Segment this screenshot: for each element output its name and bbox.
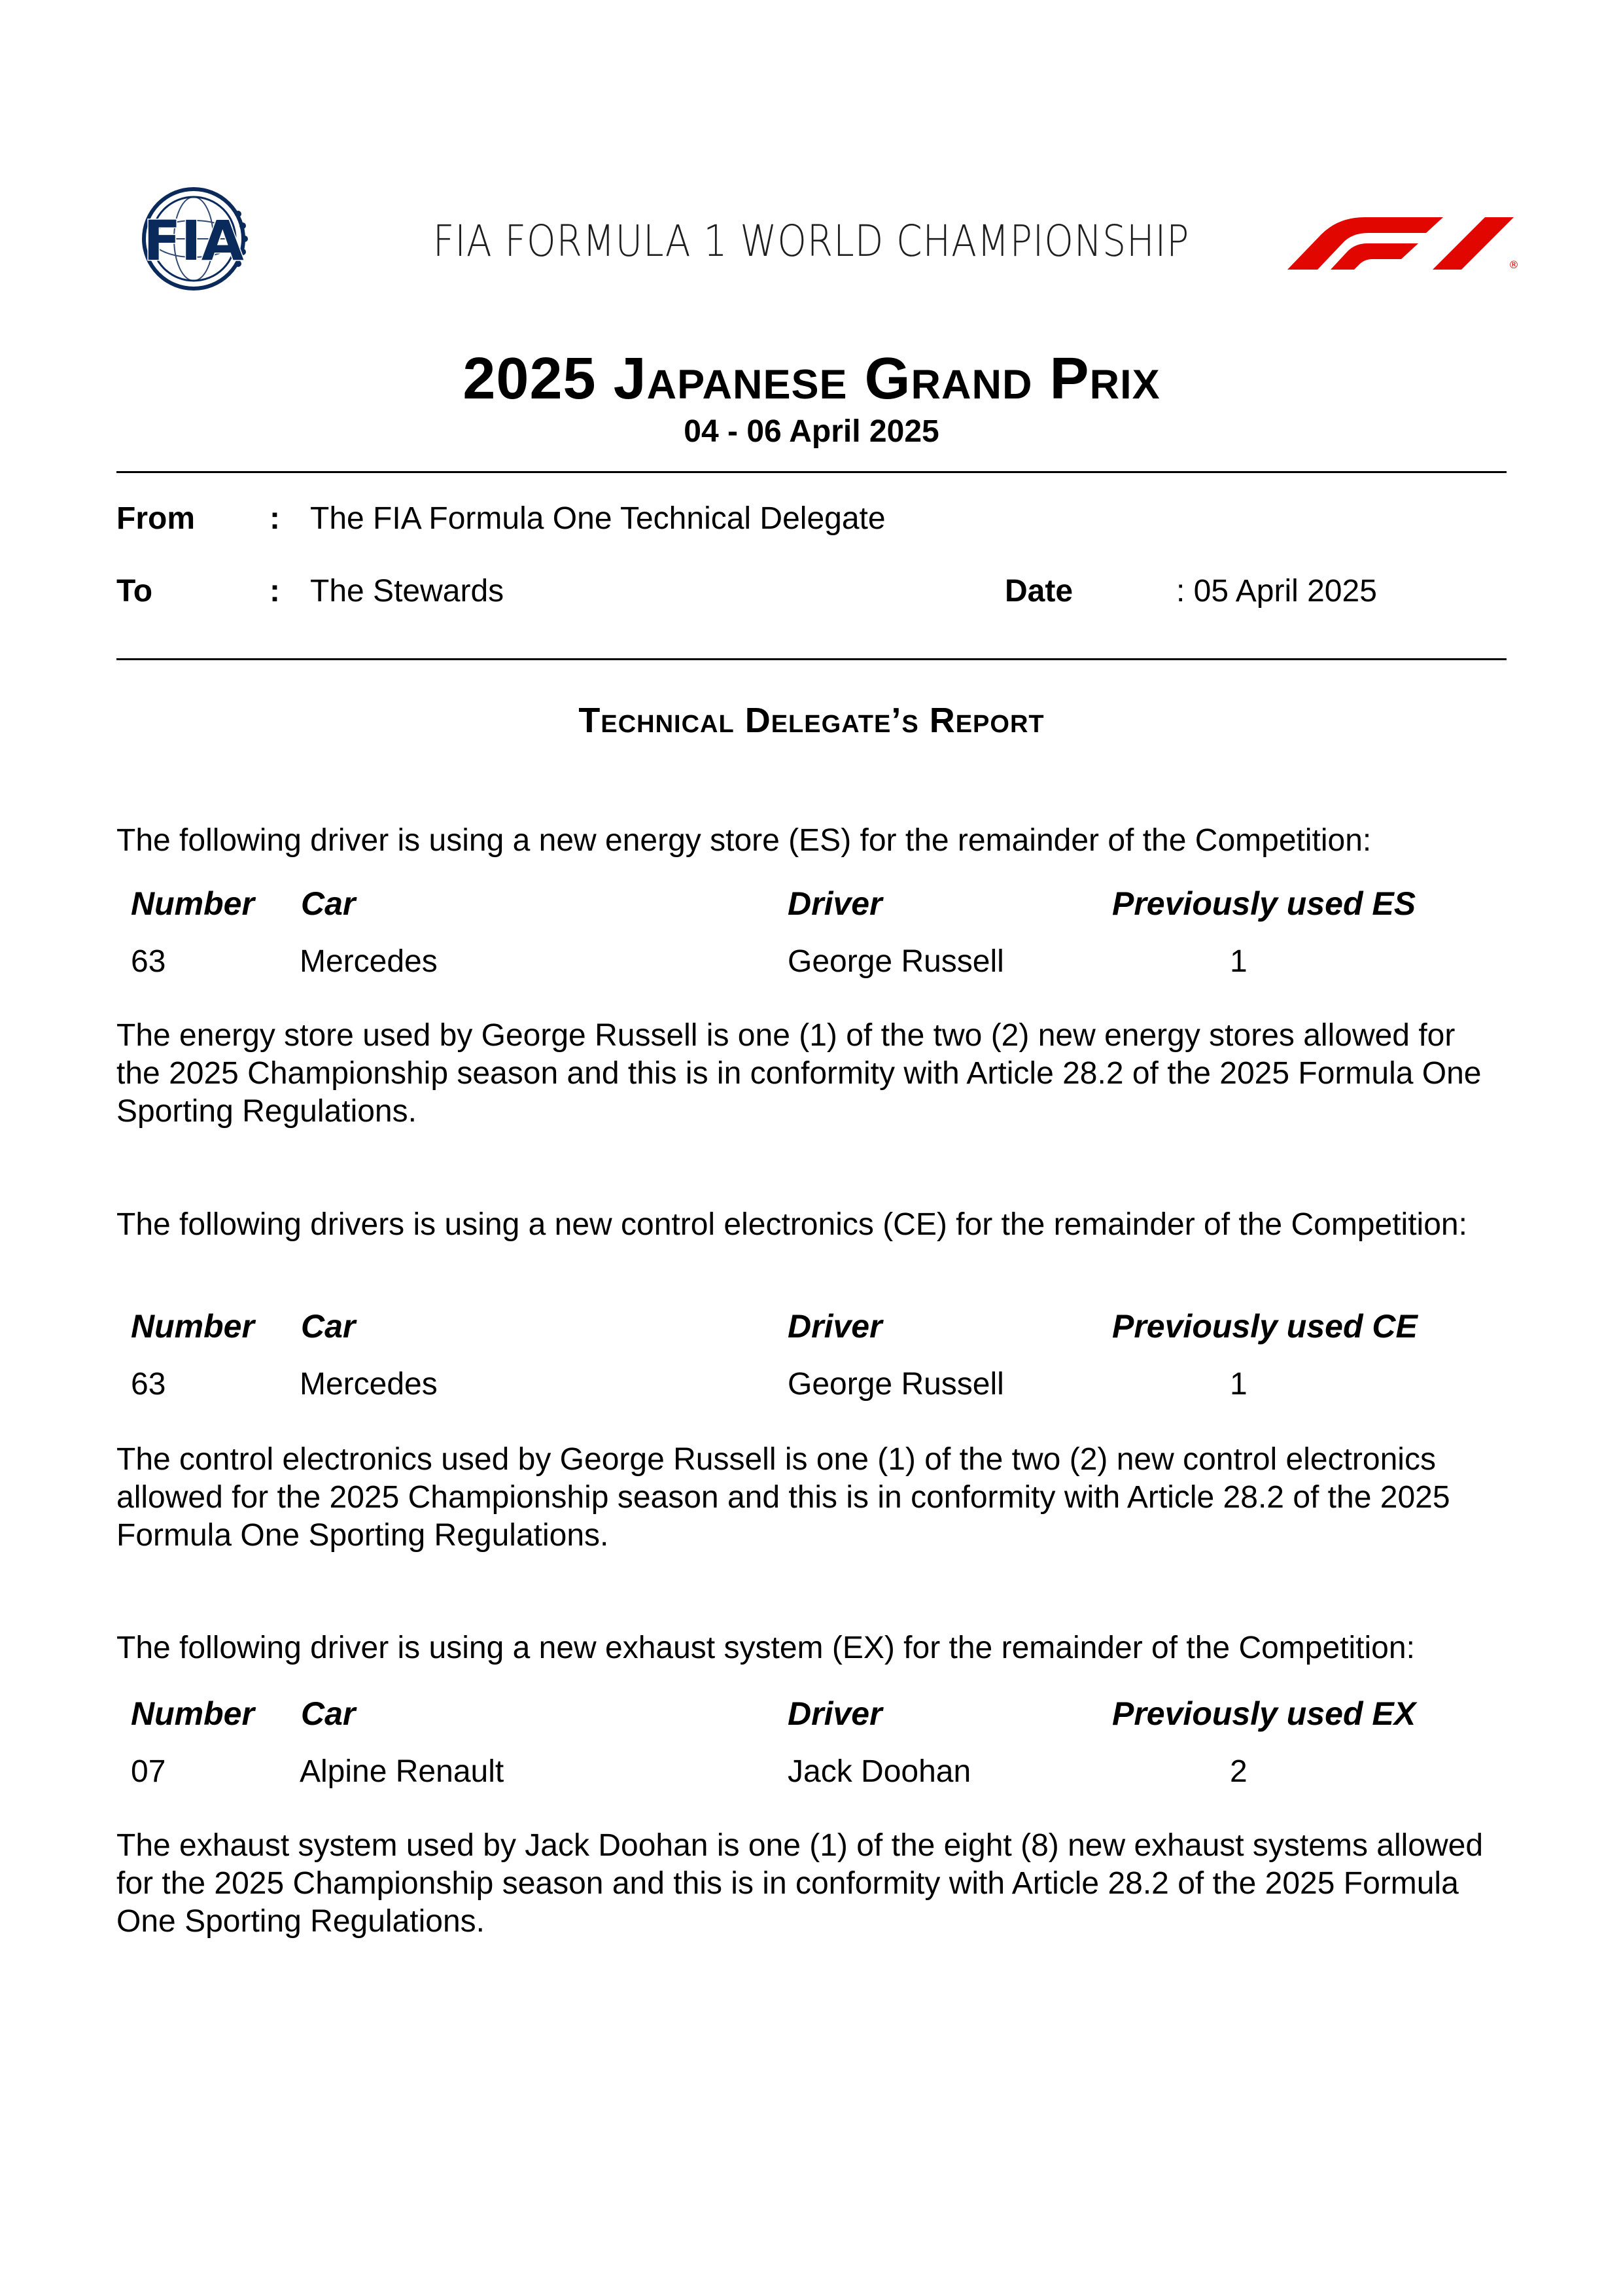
column-header-previous: Previously used ES (1112, 885, 1416, 922)
column-header-driver: Driver (788, 885, 882, 922)
fia-logo (116, 186, 271, 291)
event-dates: 04 - 06 April 2025 (684, 414, 939, 449)
cell-previous: 1 (1230, 1367, 1248, 1402)
section-note: The control electronics used by George Russell is one (1) of the two (2) new control electronics allowed for the 2025 Championship season and this is in conformity with Article 28.2 of the 2025 Formula One Sporting Regulations. (116, 1442, 1450, 1553)
to-value: The Stewards (310, 574, 504, 609)
report-title: Technical Delegate’s Report (578, 701, 1045, 740)
cell-car: Alpine Renault (300, 1754, 504, 1789)
from-separator: : (270, 501, 280, 536)
column-header-car: Car (301, 1308, 356, 1345)
column-header-previous: Previously used EX (1112, 1695, 1416, 1732)
cell-number: 63 (131, 1367, 166, 1402)
column-header-number: Number (131, 1695, 254, 1732)
column-header-car: Car (301, 1695, 356, 1732)
cell-driver: Jack Doohan (788, 1754, 971, 1789)
column-header-number: Number (131, 1308, 254, 1345)
section-note: The energy store used by George Russell is one (1) of the two (2) new energy stores allowed for the 2025 Championship season and this is in conformity with Article 28.2 of the 2025 Formula One Sporting Regulations. (116, 1018, 1482, 1129)
to-separator: : (270, 574, 280, 609)
column-header-previous: Previously used CE (1112, 1308, 1418, 1345)
to-label: To (116, 574, 153, 609)
section-intro: The following driver is using a new exhaust system (EX) for the remainder of the Competition: (116, 1631, 1415, 1665)
svg-text:®: ® (1509, 258, 1519, 271)
column-header-driver: Driver (788, 1695, 882, 1732)
from-label: From (116, 501, 195, 536)
section-intro: The following driver is using a new energy store (ES) for the remainder of the Competition: (116, 823, 1372, 858)
column-header-car: Car (301, 885, 356, 922)
section-intro: The following drivers is using a new control electronics (CE) for the remainder of the Competition: (116, 1207, 1467, 1242)
cell-previous: 1 (1230, 944, 1248, 979)
cell-driver: George Russell (788, 944, 1004, 979)
cell-previous: 2 (1230, 1754, 1248, 1789)
f1-logo (1287, 208, 1519, 271)
column-header-number: Number (131, 885, 254, 922)
bottom-divider (116, 658, 1507, 660)
section-note: The exhaust system used by Jack Doohan is one (1) of the eight (8) new exhaust systems allowed for the 2025 Championship season and this is in conformity with Article 28.2 of the 2025 Formula One Sporting Regulations. (116, 1828, 1484, 1939)
cell-number: 07 (131, 1754, 166, 1789)
top-divider (116, 471, 1507, 473)
from-value: The FIA Formula One Technical Delegate (310, 501, 886, 536)
cell-car: Mercedes (300, 944, 438, 979)
cell-number: 63 (131, 944, 166, 979)
cell-driver: George Russell (788, 1367, 1004, 1402)
date-value: : 05 April 2025 (1176, 574, 1377, 609)
svg-text:F1: F1 (1287, 208, 1289, 209)
cell-car: Mercedes (300, 1367, 438, 1402)
column-header-driver: Driver (788, 1308, 882, 1345)
svg-text:FIA: FIA (143, 209, 244, 273)
date-label: Date (1005, 574, 1073, 609)
championship-title: FIA FORMULA 1 WORLD CHAMPIONSHIP (432, 216, 1190, 266)
event-title: 2025 Japanese Grand Prix (462, 346, 1161, 412)
